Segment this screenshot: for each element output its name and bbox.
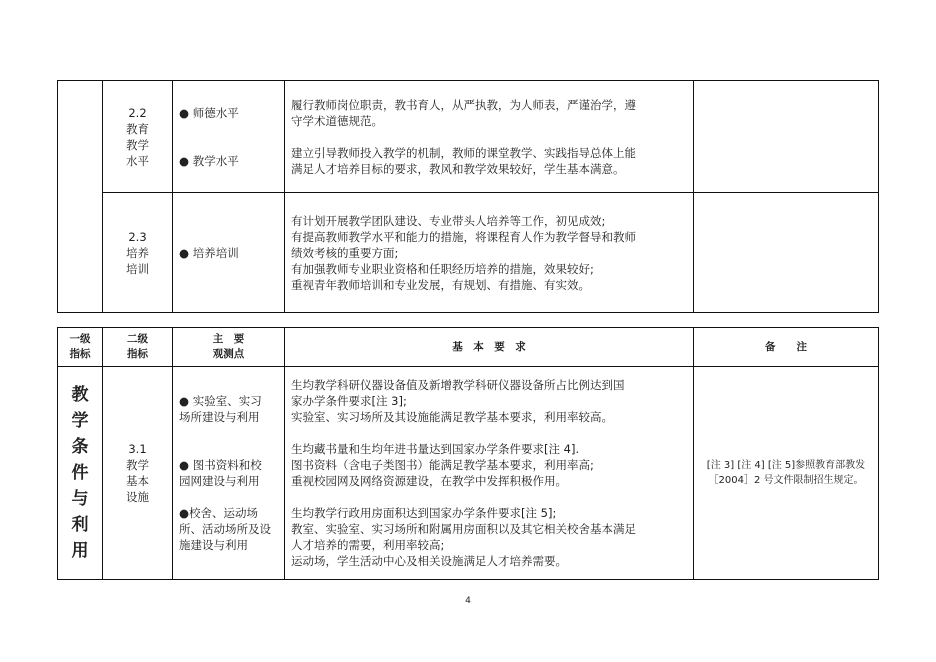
header-text: 观测点	[212, 348, 245, 360]
requirement-line: 图书资料（含电子类图书）能满足教学基本要求，利用率高;	[291, 458, 594, 472]
level1-char: 件	[71, 463, 89, 483]
observation-point: 园网建设与利用	[179, 474, 260, 488]
header-text: 指标	[127, 348, 148, 360]
observation-point: ● 实验室、实习	[179, 394, 262, 408]
table-row	[58, 81, 879, 193]
indicator-name-line: 教育	[126, 121, 149, 136]
requirements-cell	[285, 193, 694, 313]
requirement-line: 生均藏书量和生均年进书量达到国家办学条件要求[注 4].	[291, 442, 580, 456]
note-line: [注 3] [注 4] [注 5]参照教育部教发	[706, 460, 866, 471]
observation-point: ● 教学水平	[179, 153, 239, 168]
header-observation	[173, 328, 285, 367]
table-header-row	[58, 328, 879, 367]
indicator-table	[57, 327, 879, 580]
indicator-name-line: 培养	[126, 245, 149, 260]
observation-points	[173, 81, 285, 193]
indicator-name-line: 设施	[126, 490, 149, 504]
indicator-table-continued	[57, 80, 879, 313]
requirement-line: 守学术道德规范。	[291, 113, 383, 128]
header-level1	[58, 328, 103, 367]
requirement-line: 人才培养的需要，利用率较高;	[291, 538, 445, 552]
level2-indicator	[103, 81, 173, 193]
table-row	[58, 193, 879, 313]
header-text: 一级	[69, 333, 91, 345]
indicator-name-line: 基本	[126, 474, 149, 488]
requirement-line: 满足人才培养目标的要求，教风和教学效果较好，学生基本满意。	[291, 161, 625, 176]
notes-cell	[694, 367, 879, 580]
requirement-line: 运动场，学生活动中心及相关设施满足人才培养需要。	[291, 554, 567, 568]
observation-point: 场所建设与利用	[179, 410, 260, 424]
indicator-name-line: 水平	[126, 153, 149, 168]
header-level2	[103, 328, 173, 367]
level1-indicator	[58, 367, 103, 580]
header-text: 主 要	[212, 333, 245, 345]
level1-char: 与	[71, 489, 89, 509]
table-row	[58, 367, 879, 580]
indicator-code: 3.1	[128, 442, 147, 456]
requirements-cell	[285, 81, 694, 193]
level1-char: 教	[71, 385, 89, 405]
level2-indicator	[103, 367, 173, 580]
requirement-line: 绩效考核的重要方面;	[291, 245, 399, 260]
level1-char: 利	[71, 515, 89, 535]
requirement-line: 实验室、实习场所及其设施能满足教学基本要求，利用率较高。	[291, 410, 613, 424]
observation-points	[173, 193, 285, 313]
level2-indicator	[103, 193, 173, 313]
header-notes: 备 注	[694, 328, 879, 367]
requirement-line: 生均教学行政用房面积达到国家办学条件要求[注 5];	[291, 506, 557, 520]
header-text: 二级	[127, 333, 148, 345]
level1-char: 学	[71, 411, 89, 431]
header-requirements: 基 本 要 求	[285, 328, 694, 367]
indicator-name-line: 教学	[126, 458, 149, 472]
requirement-line: 有计划开展教学团队建设、专业带头人培养等工作，初见成效;	[291, 213, 606, 228]
requirement-line: 家办学条件要求[注 3];	[291, 394, 407, 408]
note-line: ［2004］2 号文件限制招生规定。	[708, 475, 864, 486]
observation-point: ● 图书资料和校	[179, 458, 262, 472]
observation-point: 施建设与利用	[179, 538, 248, 552]
requirement-line: 重视青年教师培训和专业发展，有规划、有措施、有实效。	[291, 277, 590, 292]
level1-char: 条	[71, 437, 89, 457]
indicator-name-line: 教学	[126, 137, 149, 152]
observation-point: ● 师德水平	[179, 105, 239, 120]
level1-cell-empty	[58, 81, 103, 313]
level1-char: 用	[71, 541, 89, 561]
requirement-line: 生均教学科研仪器设备值及新增教学科研仪器设备所占比例达到国	[291, 378, 625, 392]
observation-point: 所、活动场所及设	[179, 522, 271, 536]
observation-point: ●校舍、运动场	[179, 506, 259, 520]
observation-points	[173, 367, 285, 580]
indicator-code: 2.2	[128, 105, 147, 120]
observation-point: ● 培养培训	[179, 245, 239, 260]
indicator-code: 2.3	[128, 229, 147, 244]
page-number: 4	[465, 596, 471, 606]
requirement-line: 重视校园网及网络资源建设，在教学中发挥积极作用。	[291, 474, 567, 488]
requirement-line: 有提高教师教学水平和能力的措施，将课程育人作为教学督导和教师	[291, 229, 636, 244]
notes-cell	[694, 193, 879, 313]
header-text: 指标	[69, 348, 91, 360]
notes-cell	[694, 81, 879, 193]
requirement-line: 教室、实验室、实习场所和附属用房面积以及其它相关校舍基本满足	[291, 522, 636, 536]
requirement-line: 有加强教师专业职业资格和任职经历培养的措施，效果较好;	[291, 261, 594, 276]
indicator-name-line: 培训	[126, 261, 149, 276]
requirement-line: 履行教师岗位职责，教书育人，从严执教，为人师表，严谨治学，遵	[291, 97, 636, 112]
requirements-cell	[285, 367, 694, 580]
requirement-line: 建立引导教师投入教学的机制，教师的课堂教学、实践指导总体上能	[291, 145, 636, 160]
